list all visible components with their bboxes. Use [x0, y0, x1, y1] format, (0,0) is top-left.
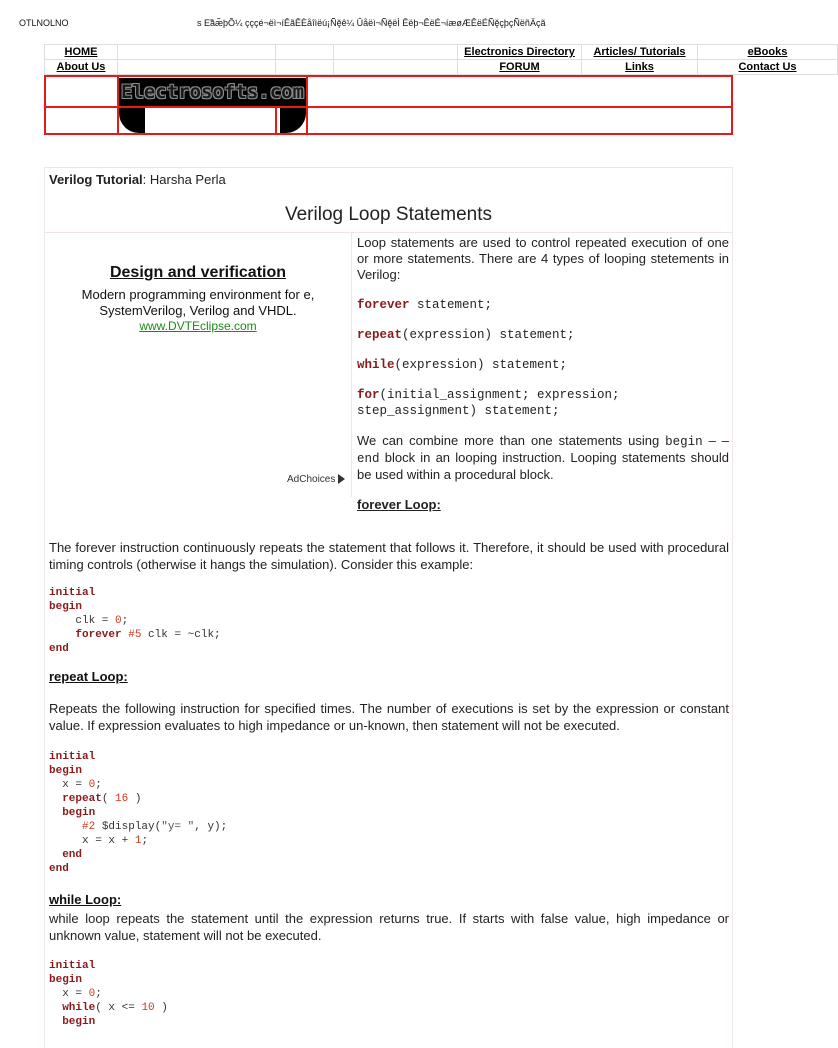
nav-link-contact[interactable]: Contact Us — [738, 61, 797, 73]
syntax-rest: (initial_assignment; expression; step_assignment) statement; — [357, 388, 620, 418]
page-title: Verilog Loop Statements — [284, 204, 493, 225]
site-logo[interactable] — [119, 78, 306, 106]
adchoices-icon — [340, 474, 347, 484]
while-heading: while Loop: — [49, 892, 122, 907]
nav-link-ebooks[interactable]: eBooks — [747, 46, 788, 58]
ad-heading[interactable]: Design and verification — [109, 264, 287, 281]
combine-part: – – — [702, 433, 730, 448]
repeat-heading: repeat Loop: — [49, 669, 128, 684]
syntax-forever — [357, 297, 729, 313]
byline — [49, 172, 226, 187]
site-banner — [44, 75, 731, 133]
ad-link[interactable]: www.DVTEclipse.com — [139, 319, 257, 333]
header-left-text: OTLNOLNO — [19, 18, 69, 28]
adchoices-label: AdChoices — [287, 474, 336, 485]
nav-empty — [118, 45, 276, 60]
combine-end: end — [357, 452, 380, 466]
nav-articles — [582, 45, 698, 60]
syntax-rest: (expression) statement; — [394, 358, 568, 372]
byline-label: Verilog Tutorial — [49, 172, 143, 187]
combine-text — [357, 433, 729, 483]
article-container — [44, 167, 733, 1048]
adchoices-badge[interactable] — [287, 474, 347, 485]
logo-text: Electrosofts.com — [120, 80, 305, 103]
nav-ebooks — [698, 45, 838, 60]
page-header-text — [19, 18, 546, 28]
byline-author: : Harsha Perla — [142, 172, 226, 187]
nav-empty — [334, 45, 458, 60]
banner-corner-left — [119, 108, 145, 133]
header-garbled-text: s Ε̃ãæ̃þÕ¼ çççé¬ëì¬íÊãÊÈåîìëú¡Ñ̃ḝê¼ Ûåëì¬Ñ̃ḝëÌ Êëþ¬ÊëÉ¬íæøÆÊëÉÑ̃ḝçþçÑ̃ëñÄçã — [197, 18, 546, 28]
forever-text: The forever instruction continuously repeats the statement that follows it. Therefore, it should be used with procedural timing controls (otherwise it hangs the simulation). Consider this example: — [49, 540, 729, 572]
combine-begin: begin — [665, 435, 703, 449]
nav-forum — [458, 60, 582, 75]
syntax-repeat — [357, 327, 729, 343]
combine-part: block in an looping instruction. Looping statements should be used within a procedural block. — [357, 450, 729, 482]
syntax-keyword: for — [357, 388, 380, 402]
code-while: initial begin x = 0; while( x <= 10 ) begin — [49, 960, 168, 1028]
syntax-while — [357, 357, 729, 373]
syntax-rest: (expression) statement; — [402, 328, 575, 342]
nav-about — [45, 60, 118, 75]
repeat-text: Repeats the following instruction for specified times. The number of executions is set by the expression or constant value. If expression evaluates to high impedance or un-known, then statement will not be executed. — [49, 701, 729, 733]
syntax-for — [357, 387, 729, 419]
syntax-keyword: repeat — [357, 328, 403, 342]
intro-text: Loop statements are used to control repeated execution of one or more statements. There are 4 types of looping stetements in Verilog: — [357, 235, 729, 282]
nav-link-home[interactable]: HOME — [64, 46, 98, 58]
nav-link-electronics-directory[interactable]: Electronics Directory — [464, 46, 575, 58]
nav-empty — [118, 60, 276, 75]
nav-electronics — [458, 45, 582, 60]
banner-corner-right — [280, 108, 306, 133]
nav-home — [45, 45, 118, 60]
syntax-keyword: while — [357, 358, 395, 372]
nav-link-links[interactable]: Links — [625, 61, 654, 73]
forever-heading: forever Loop: — [357, 497, 441, 512]
intro-column — [357, 235, 729, 527]
nav-link-about[interactable]: About Us — [56, 61, 106, 73]
ad-body: Modern programming environment for e, SystemVerilog, Verilog and VHDL. — [81, 287, 315, 318]
syntax-rest: statement; — [409, 298, 493, 312]
while-text: while loop repeats the statement until the expression returns true. If starts with false value, high impedance or unknown value, statement will not be executed. — [49, 911, 729, 943]
logo-cell[interactable] — [118, 76, 307, 107]
nav-empty — [334, 60, 458, 75]
nav-contact — [698, 60, 838, 75]
nav-links — [582, 60, 698, 75]
nav-empty — [276, 60, 334, 75]
nav-link-forum[interactable]: FORUM — [499, 61, 540, 73]
code-forever: initial begin clk = 0; forever #5 clk = ~clk; end — [49, 587, 221, 655]
nav-table — [44, 44, 797, 75]
code-repeat: initial begin x = 0; repeat( 16 ) begin #2 $display("y= ", y); x = x + 1; end end — [49, 751, 228, 875]
nav-link-articles[interactable]: Articles/ Tutorials — [593, 46, 686, 58]
nav-empty — [276, 45, 334, 60]
syntax-keyword: forever — [357, 298, 410, 312]
combine-part: We can combine more than one statements using — [357, 433, 666, 448]
